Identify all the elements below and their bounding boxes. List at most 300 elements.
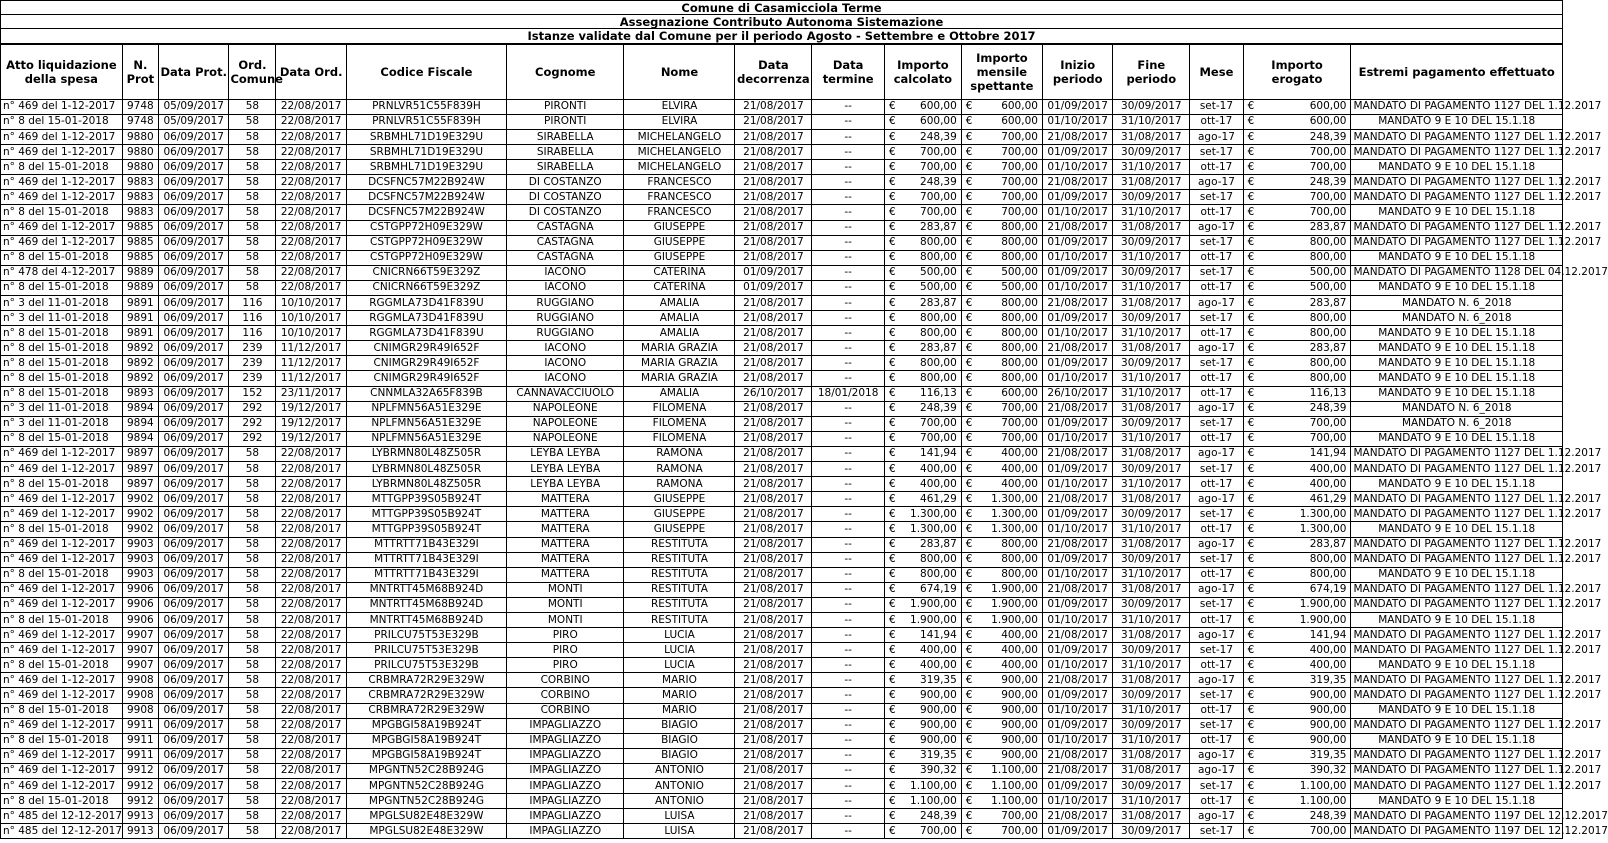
cell-prot[interactable]: 9885 xyxy=(122,250,158,265)
cell-ord-comune[interactable]: 58 xyxy=(229,612,276,627)
table-row[interactable] xyxy=(1,356,1563,371)
cell-prot[interactable]: 9897 xyxy=(122,477,158,492)
cell-importo-mensile[interactable] xyxy=(961,582,1042,597)
cell-prot[interactable]: 9897 xyxy=(122,462,158,477)
cell-importo-erogato[interactable] xyxy=(1243,567,1351,582)
cell-ord-comune[interactable]: 58 xyxy=(229,643,276,658)
cell-cognome[interactable]: IACONO xyxy=(507,280,624,295)
cell-prot[interactable]: 9906 xyxy=(122,612,158,627)
cell-inizio-periodo[interactable]: 21/08/2017 xyxy=(1042,628,1112,643)
cell-data-ord[interactable]: 22/08/2017 xyxy=(276,99,346,114)
cell-fine-periodo[interactable]: 31/08/2017 xyxy=(1113,628,1190,643)
cell-estremi-pagamento[interactable]: MANDATO 9 E 10 DEL 15.1.18 xyxy=(1351,280,1563,295)
cell-estremi-pagamento[interactable]: MANDATO DI PAGAMENTO 1128 DEL 04.12.2017 xyxy=(1351,265,1563,280)
cell-nome[interactable]: BIAGIO xyxy=(624,718,735,733)
cell-prot[interactable]: 9885 xyxy=(122,235,158,250)
cell-data-termine[interactable]: -- xyxy=(812,824,885,839)
cell-estremi-pagamento[interactable]: MANDATO N. 6_2018 xyxy=(1351,311,1563,326)
cell-inizio-periodo[interactable]: 21/08/2017 xyxy=(1042,673,1112,688)
cell-data-decorrenza[interactable]: 21/08/2017 xyxy=(735,703,812,718)
cell-ord-comune[interactable]: 116 xyxy=(229,296,276,311)
cell-ord-comune[interactable]: 58 xyxy=(229,175,276,190)
cell-data-prot[interactable]: 06/09/2017 xyxy=(159,235,229,250)
cell-codice-fiscale[interactable]: MPGBGI58A19B924T xyxy=(346,748,506,763)
cell-data-prot[interactable]: 06/09/2017 xyxy=(159,809,229,824)
cell-data-termine[interactable]: -- xyxy=(812,356,885,371)
cell-mese[interactable]: ago-17 xyxy=(1190,763,1243,778)
cell-fine-periodo[interactable]: 31/10/2017 xyxy=(1113,431,1190,446)
cell-codice-fiscale[interactable]: CNICRN66T59E329Z xyxy=(346,265,506,280)
cell-ord-comune[interactable]: 239 xyxy=(229,371,276,386)
cell-codice-fiscale[interactable]: MTTGPP39S05B924T xyxy=(346,507,506,522)
cell-estremi-pagamento[interactable]: MANDATO DI PAGAMENTO 1127 DEL 1.12.2017 xyxy=(1351,492,1563,507)
cell-fine-periodo[interactable]: 31/08/2017 xyxy=(1113,809,1190,824)
cell-data-ord[interactable]: 10/10/2017 xyxy=(276,326,346,341)
cell-cognome[interactable]: CORBINO xyxy=(507,688,624,703)
cell-inizio-periodo[interactable]: 01/09/2017 xyxy=(1042,597,1112,612)
cell-data-ord[interactable]: 22/08/2017 xyxy=(276,477,346,492)
cell-importo-mensile[interactable] xyxy=(961,371,1042,386)
cell-data-termine[interactable]: -- xyxy=(812,763,885,778)
cell-nome[interactable]: AMALIA xyxy=(624,311,735,326)
cell-data-termine[interactable]: -- xyxy=(812,703,885,718)
cell-nome[interactable]: LUISA xyxy=(624,824,735,839)
cell-importo-calcolato[interactable] xyxy=(884,612,961,627)
cell-importo-erogato[interactable] xyxy=(1243,371,1351,386)
cell-data-decorrenza[interactable]: 21/08/2017 xyxy=(735,673,812,688)
cell-inizio-periodo[interactable]: 21/08/2017 xyxy=(1042,175,1112,190)
cell-cognome[interactable]: DI COSTANZO xyxy=(507,190,624,205)
cell-importo-erogato[interactable] xyxy=(1243,265,1351,280)
cell-nome[interactable]: RESTITUTA xyxy=(624,552,735,567)
col-header-estremi-pagamento[interactable]: Estremi pagamento effettuato xyxy=(1351,44,1563,99)
cell-data-decorrenza[interactable]: 21/08/2017 xyxy=(735,326,812,341)
cell-mese[interactable]: ott-17 xyxy=(1190,794,1243,809)
cell-importo-erogato[interactable] xyxy=(1243,522,1351,537)
cell-mese[interactable]: set-17 xyxy=(1190,190,1243,205)
cell-nome[interactable]: BIAGIO xyxy=(624,748,735,763)
table-row[interactable] xyxy=(1,552,1563,567)
cell-codice-fiscale[interactable]: NPLFMN56A51E329E xyxy=(346,431,506,446)
table-row[interactable] xyxy=(1,477,1563,492)
cell-prot[interactable]: 9892 xyxy=(122,341,158,356)
cell-importo-mensile[interactable] xyxy=(961,748,1042,763)
cell-ord-comune[interactable]: 292 xyxy=(229,431,276,446)
cell-importo-mensile[interactable] xyxy=(961,220,1042,235)
cell-importo-calcolato[interactable] xyxy=(884,114,961,129)
cell-importo-calcolato[interactable] xyxy=(884,824,961,839)
cell-importo-mensile[interactable] xyxy=(961,250,1042,265)
col-header-data-decorrenza[interactable]: Data decorrenza xyxy=(735,44,812,99)
table-row[interactable] xyxy=(1,597,1563,612)
cell-ord-comune[interactable]: 58 xyxy=(229,597,276,612)
cell-data-prot[interactable]: 06/09/2017 xyxy=(159,794,229,809)
cell-ord-comune[interactable]: 58 xyxy=(229,522,276,537)
cell-fine-periodo[interactable]: 31/08/2017 xyxy=(1113,537,1190,552)
cell-data-prot[interactable]: 06/09/2017 xyxy=(159,658,229,673)
cell-importo-calcolato[interactable] xyxy=(884,628,961,643)
cell-mese[interactable]: set-17 xyxy=(1190,462,1243,477)
cell-data-prot[interactable]: 06/09/2017 xyxy=(159,205,229,220)
cell-importo-erogato[interactable] xyxy=(1243,401,1351,416)
cell-data-termine[interactable]: -- xyxy=(812,748,885,763)
cell-importo-mensile[interactable] xyxy=(961,507,1042,522)
cell-data-decorrenza[interactable]: 21/08/2017 xyxy=(735,416,812,431)
cell-data-decorrenza[interactable]: 21/08/2017 xyxy=(735,597,812,612)
cell-importo-calcolato[interactable] xyxy=(884,371,961,386)
cell-importo-erogato[interactable] xyxy=(1243,190,1351,205)
cell-importo-mensile[interactable] xyxy=(961,733,1042,748)
cell-data-decorrenza[interactable]: 21/08/2017 xyxy=(735,522,812,537)
cell-estremi-pagamento[interactable]: MANDATO DI PAGAMENTO 1127 DEL 1.12.2017 xyxy=(1351,175,1563,190)
cell-importo-erogato[interactable] xyxy=(1243,477,1351,492)
cell-estremi-pagamento[interactable]: MANDATO 9 E 10 DEL 15.1.18 xyxy=(1351,567,1563,582)
cell-estremi-pagamento[interactable]: MANDATO DI PAGAMENTO 1127 DEL 1.12.2017 xyxy=(1351,462,1563,477)
cell-nome[interactable]: FRANCESCO xyxy=(624,205,735,220)
cell-data-ord[interactable]: 22/08/2017 xyxy=(276,522,346,537)
cell-importo-erogato[interactable] xyxy=(1243,356,1351,371)
cell-ord-comune[interactable]: 58 xyxy=(229,809,276,824)
cell-prot[interactable]: 9894 xyxy=(122,416,158,431)
cell-codice-fiscale[interactable]: MTTGPP39S05B924T xyxy=(346,522,506,537)
cell-atto[interactable]: n° 8 del 15-01-2018 xyxy=(1,431,123,446)
cell-mese[interactable]: set-17 xyxy=(1190,779,1243,794)
cell-nome[interactable]: MARIO xyxy=(624,703,735,718)
cell-data-decorrenza[interactable]: 21/08/2017 xyxy=(735,220,812,235)
cell-atto[interactable]: n° 469 del 1-12-2017 xyxy=(1,763,123,778)
cell-mese[interactable]: ott-17 xyxy=(1190,612,1243,627)
table-row[interactable] xyxy=(1,763,1563,778)
cell-cognome[interactable]: PIRO xyxy=(507,643,624,658)
cell-prot[interactable]: 9891 xyxy=(122,296,158,311)
cell-data-ord[interactable]: 22/08/2017 xyxy=(276,114,346,129)
cell-cognome[interactable]: PIRONTI xyxy=(507,114,624,129)
cell-importo-erogato[interactable] xyxy=(1243,718,1351,733)
table-row[interactable] xyxy=(1,643,1563,658)
cell-data-prot[interactable]: 06/09/2017 xyxy=(159,643,229,658)
cell-data-prot[interactable]: 06/09/2017 xyxy=(159,356,229,371)
cell-mese[interactable]: set-17 xyxy=(1190,552,1243,567)
cell-codice-fiscale[interactable]: MTTRTT71B43E329I xyxy=(346,567,506,582)
cell-cognome[interactable]: LEYBA LEYBA xyxy=(507,446,624,461)
cell-ord-comune[interactable]: 58 xyxy=(229,190,276,205)
cell-inizio-periodo[interactable]: 01/09/2017 xyxy=(1042,99,1112,114)
cell-nome[interactable]: LUCIA xyxy=(624,628,735,643)
cell-codice-fiscale[interactable]: MTTRTT71B43E329I xyxy=(346,537,506,552)
cell-importo-erogato[interactable] xyxy=(1243,220,1351,235)
cell-mese[interactable]: set-17 xyxy=(1190,688,1243,703)
cell-estremi-pagamento[interactable]: MANDATO DI PAGAMENTO 1127 DEL 1.12.2017 xyxy=(1351,748,1563,763)
cell-nome[interactable]: ANTONIO xyxy=(624,779,735,794)
cell-mese[interactable]: set-17 xyxy=(1190,356,1243,371)
cell-importo-calcolato[interactable] xyxy=(884,265,961,280)
cell-estremi-pagamento[interactable]: MANDATO DI PAGAMENTO 1127 DEL 1.12.2017 xyxy=(1351,129,1563,144)
cell-data-ord[interactable]: 22/08/2017 xyxy=(276,582,346,597)
cell-data-prot[interactable]: 06/09/2017 xyxy=(159,462,229,477)
cell-cognome[interactable]: PIRO xyxy=(507,658,624,673)
cell-codice-fiscale[interactable]: RGGMLA73D41F839U xyxy=(346,326,506,341)
cell-importo-calcolato[interactable] xyxy=(884,658,961,673)
cell-mese[interactable]: set-17 xyxy=(1190,265,1243,280)
cell-data-ord[interactable]: 22/08/2017 xyxy=(276,250,346,265)
cell-prot[interactable]: 9912 xyxy=(122,779,158,794)
cell-data-decorrenza[interactable]: 21/08/2017 xyxy=(735,809,812,824)
cell-data-ord[interactable]: 22/08/2017 xyxy=(276,175,346,190)
cell-cognome[interactable]: SIRABELLA xyxy=(507,160,624,175)
cell-cognome[interactable]: PIRO xyxy=(507,628,624,643)
cell-fine-periodo[interactable]: 30/09/2017 xyxy=(1113,145,1190,160)
cell-data-termine[interactable]: -- xyxy=(812,612,885,627)
cell-importo-erogato[interactable] xyxy=(1243,311,1351,326)
cell-importo-mensile[interactable] xyxy=(961,718,1042,733)
table-row[interactable] xyxy=(1,145,1563,160)
cell-nome[interactable]: MARIA GRAZIA xyxy=(624,341,735,356)
cell-importo-erogato[interactable] xyxy=(1243,688,1351,703)
cell-nome[interactable]: MARIA GRAZIA xyxy=(624,356,735,371)
cell-data-termine[interactable]: -- xyxy=(812,129,885,144)
cell-data-prot[interactable]: 06/09/2017 xyxy=(159,220,229,235)
cell-importo-calcolato[interactable] xyxy=(884,129,961,144)
cell-codice-fiscale[interactable]: LYBRMN80L48Z505R xyxy=(346,446,506,461)
cell-estremi-pagamento[interactable]: MANDATO 9 E 10 DEL 15.1.18 xyxy=(1351,477,1563,492)
cell-data-ord[interactable]: 22/08/2017 xyxy=(276,703,346,718)
cell-cognome[interactable]: MATTERA xyxy=(507,552,624,567)
cell-fine-periodo[interactable]: 31/10/2017 xyxy=(1113,733,1190,748)
cell-codice-fiscale[interactable]: CSTGPP72H09E329W xyxy=(346,220,506,235)
cell-nome[interactable]: ANTONIO xyxy=(624,794,735,809)
cell-ord-comune[interactable]: 58 xyxy=(229,748,276,763)
cell-cognome[interactable]: CORBINO xyxy=(507,703,624,718)
col-header-nome[interactable]: Nome xyxy=(624,44,735,99)
cell-importo-erogato[interactable] xyxy=(1243,416,1351,431)
cell-estremi-pagamento[interactable]: MANDATO 9 E 10 DEL 15.1.18 xyxy=(1351,371,1563,386)
table-row[interactable] xyxy=(1,416,1563,431)
cell-cognome[interactable]: NAPOLEONE xyxy=(507,431,624,446)
col-header-importo-calcolato[interactable]: Importo calcolato xyxy=(884,44,961,99)
cell-fine-periodo[interactable]: 31/10/2017 xyxy=(1113,160,1190,175)
cell-atto[interactable]: n° 469 del 1-12-2017 xyxy=(1,190,123,205)
cell-importo-mensile[interactable] xyxy=(961,688,1042,703)
cell-mese[interactable]: ago-17 xyxy=(1190,537,1243,552)
cell-mese[interactable]: ott-17 xyxy=(1190,386,1243,401)
cell-prot[interactable]: 9883 xyxy=(122,175,158,190)
cell-fine-periodo[interactable]: 31/08/2017 xyxy=(1113,341,1190,356)
cell-estremi-pagamento[interactable]: MANDATO DI PAGAMENTO 1127 DEL 1.12.2017 xyxy=(1351,582,1563,597)
cell-importo-mensile[interactable] xyxy=(961,612,1042,627)
cell-data-ord[interactable]: 22/08/2017 xyxy=(276,718,346,733)
cell-prot[interactable]: 9892 xyxy=(122,371,158,386)
cell-codice-fiscale[interactable]: MPGLSU82E48E329W xyxy=(346,809,506,824)
cell-importo-erogato[interactable] xyxy=(1243,824,1351,839)
cell-cognome[interactable]: IACONO xyxy=(507,371,624,386)
cell-importo-mensile[interactable] xyxy=(961,462,1042,477)
cell-mese[interactable]: ago-17 xyxy=(1190,296,1243,311)
cell-ord-comune[interactable]: 58 xyxy=(229,462,276,477)
cell-data-prot[interactable]: 06/09/2017 xyxy=(159,522,229,537)
cell-ord-comune[interactable]: 152 xyxy=(229,386,276,401)
cell-codice-fiscale[interactable]: PRILCU75T53E329B xyxy=(346,628,506,643)
cell-importo-calcolato[interactable] xyxy=(884,190,961,205)
cell-data-termine[interactable]: -- xyxy=(812,643,885,658)
cell-importo-erogato[interactable] xyxy=(1243,597,1351,612)
cell-fine-periodo[interactable]: 31/10/2017 xyxy=(1113,371,1190,386)
cell-estremi-pagamento[interactable]: MANDATO DI PAGAMENTO 1127 DEL 1.12.2017 xyxy=(1351,99,1563,114)
table-row[interactable] xyxy=(1,280,1563,295)
cell-importo-erogato[interactable] xyxy=(1243,129,1351,144)
cell-codice-fiscale[interactable]: MPGBGI58A19B924T xyxy=(346,718,506,733)
cell-fine-periodo[interactable]: 30/09/2017 xyxy=(1113,824,1190,839)
cell-codice-fiscale[interactable]: CSTGPP72H09E329W xyxy=(346,250,506,265)
cell-importo-calcolato[interactable] xyxy=(884,763,961,778)
cell-ord-comune[interactable]: 58 xyxy=(229,688,276,703)
cell-estremi-pagamento[interactable]: MANDATO N. 6_2018 xyxy=(1351,416,1563,431)
cell-data-prot[interactable]: 06/09/2017 xyxy=(159,175,229,190)
cell-data-decorrenza[interactable]: 21/08/2017 xyxy=(735,371,812,386)
cell-mese[interactable]: set-17 xyxy=(1190,416,1243,431)
cell-codice-fiscale[interactable]: MPGBGI58A19B924T xyxy=(346,733,506,748)
cell-estremi-pagamento[interactable]: MANDATO DI PAGAMENTO 1127 DEL 1.12.2017 xyxy=(1351,552,1563,567)
cell-importo-calcolato[interactable] xyxy=(884,462,961,477)
cell-inizio-periodo[interactable]: 21/08/2017 xyxy=(1042,401,1112,416)
cell-nome[interactable]: AMALIA xyxy=(624,386,735,401)
cell-importo-mensile[interactable] xyxy=(961,265,1042,280)
cell-prot[interactable]: 9903 xyxy=(122,567,158,582)
cell-importo-calcolato[interactable] xyxy=(884,296,961,311)
cell-data-decorrenza[interactable]: 21/08/2017 xyxy=(735,401,812,416)
cell-fine-periodo[interactable]: 30/09/2017 xyxy=(1113,552,1190,567)
cell-importo-calcolato[interactable] xyxy=(884,145,961,160)
cell-nome[interactable]: RESTITUTA xyxy=(624,597,735,612)
table-row[interactable] xyxy=(1,220,1563,235)
cell-nome[interactable]: BIAGIO xyxy=(624,733,735,748)
table-row[interactable] xyxy=(1,703,1563,718)
cell-importo-mensile[interactable] xyxy=(961,492,1042,507)
cell-inizio-periodo[interactable]: 21/08/2017 xyxy=(1042,296,1112,311)
cell-cognome[interactable]: RUGGIANO xyxy=(507,326,624,341)
cell-mese[interactable]: ott-17 xyxy=(1190,733,1243,748)
cell-data-prot[interactable]: 06/09/2017 xyxy=(159,612,229,627)
cell-data-decorrenza[interactable]: 21/08/2017 xyxy=(735,748,812,763)
cell-importo-erogato[interactable] xyxy=(1243,462,1351,477)
cell-data-prot[interactable]: 06/09/2017 xyxy=(159,718,229,733)
cell-ord-comune[interactable]: 58 xyxy=(229,114,276,129)
cell-data-ord[interactable]: 10/10/2017 xyxy=(276,296,346,311)
cell-data-ord[interactable]: 19/12/2017 xyxy=(276,431,346,446)
cell-ord-comune[interactable]: 58 xyxy=(229,763,276,778)
cell-importo-erogato[interactable] xyxy=(1243,205,1351,220)
cell-importo-calcolato[interactable] xyxy=(884,235,961,250)
cell-fine-periodo[interactable]: 31/08/2017 xyxy=(1113,582,1190,597)
cell-atto[interactable]: n° 469 del 1-12-2017 xyxy=(1,235,123,250)
cell-atto[interactable]: n° 485 del 12-12-2017 xyxy=(1,809,123,824)
cell-data-prot[interactable]: 06/09/2017 xyxy=(159,280,229,295)
table-row[interactable] xyxy=(1,99,1563,114)
cell-atto[interactable]: n° 469 del 1-12-2017 xyxy=(1,175,123,190)
cell-atto[interactable]: n° 3 del 11-01-2018 xyxy=(1,416,123,431)
cell-importo-mensile[interactable] xyxy=(961,763,1042,778)
cell-cognome[interactable]: MATTERA xyxy=(507,537,624,552)
cell-nome[interactable]: GIUSEPPE xyxy=(624,220,735,235)
cell-data-termine[interactable]: -- xyxy=(812,416,885,431)
cell-data-decorrenza[interactable]: 01/09/2017 xyxy=(735,265,812,280)
cell-data-prot[interactable]: 06/09/2017 xyxy=(159,431,229,446)
cell-atto[interactable]: n° 469 del 1-12-2017 xyxy=(1,628,123,643)
cell-data-decorrenza[interactable]: 21/08/2017 xyxy=(735,114,812,129)
cell-importo-calcolato[interactable] xyxy=(884,326,961,341)
col-header-importo-erogato[interactable]: Importo erogato xyxy=(1243,44,1351,99)
cell-data-decorrenza[interactable]: 21/08/2017 xyxy=(735,205,812,220)
cell-data-termine[interactable]: -- xyxy=(812,446,885,461)
cell-data-decorrenza[interactable]: 21/08/2017 xyxy=(735,492,812,507)
cell-data-decorrenza[interactable]: 21/08/2017 xyxy=(735,190,812,205)
cell-prot[interactable]: 9908 xyxy=(122,673,158,688)
cell-data-decorrenza[interactable]: 21/08/2017 xyxy=(735,718,812,733)
table-row[interactable] xyxy=(1,341,1563,356)
cell-data-prot[interactable]: 06/09/2017 xyxy=(159,265,229,280)
cell-codice-fiscale[interactable]: MPGNTN52C28B924G xyxy=(346,779,506,794)
cell-inizio-periodo[interactable]: 01/10/2017 xyxy=(1042,205,1112,220)
cell-data-prot[interactable]: 06/09/2017 xyxy=(159,145,229,160)
cell-nome[interactable]: ANTONIO xyxy=(624,763,735,778)
cell-mese[interactable]: ott-17 xyxy=(1190,477,1243,492)
cell-data-termine[interactable]: -- xyxy=(812,688,885,703)
cell-ord-comune[interactable]: 58 xyxy=(229,235,276,250)
cell-prot[interactable]: 9883 xyxy=(122,205,158,220)
cell-data-decorrenza[interactable]: 21/08/2017 xyxy=(735,250,812,265)
cell-importo-mensile[interactable] xyxy=(961,431,1042,446)
cell-cognome[interactable]: IACONO xyxy=(507,265,624,280)
cell-importo-erogato[interactable] xyxy=(1243,748,1351,763)
cell-prot[interactable]: 9891 xyxy=(122,326,158,341)
cell-importo-calcolato[interactable] xyxy=(884,311,961,326)
cell-data-termine[interactable]: -- xyxy=(812,311,885,326)
cell-prot[interactable]: 9891 xyxy=(122,311,158,326)
cell-codice-fiscale[interactable]: NPLFMN56A51E329E xyxy=(346,401,506,416)
cell-mese[interactable]: ago-17 xyxy=(1190,401,1243,416)
cell-data-termine[interactable]: -- xyxy=(812,175,885,190)
cell-fine-periodo[interactable]: 30/09/2017 xyxy=(1113,356,1190,371)
cell-nome[interactable]: MARIA GRAZIA xyxy=(624,371,735,386)
cell-inizio-periodo[interactable]: 01/10/2017 xyxy=(1042,280,1112,295)
cell-inizio-periodo[interactable]: 01/10/2017 xyxy=(1042,477,1112,492)
cell-cognome[interactable]: MATTERA xyxy=(507,507,624,522)
table-row[interactable] xyxy=(1,673,1563,688)
cell-importo-calcolato[interactable] xyxy=(884,446,961,461)
cell-inizio-periodo[interactable]: 01/09/2017 xyxy=(1042,235,1112,250)
cell-nome[interactable]: MICHELANGELO xyxy=(624,160,735,175)
cell-fine-periodo[interactable]: 30/09/2017 xyxy=(1113,507,1190,522)
col-header-prot[interactable]: N. Prot xyxy=(122,44,158,99)
cell-data-ord[interactable]: 23/11/2017 xyxy=(276,386,346,401)
cell-importo-mensile[interactable] xyxy=(961,235,1042,250)
cell-atto[interactable]: n° 469 del 1-12-2017 xyxy=(1,673,123,688)
cell-cognome[interactable]: IMPAGLIAZZO xyxy=(507,824,624,839)
table-row[interactable] xyxy=(1,114,1563,129)
cell-data-decorrenza[interactable]: 21/08/2017 xyxy=(735,507,812,522)
cell-importo-mensile[interactable] xyxy=(961,341,1042,356)
cell-estremi-pagamento[interactable]: MANDATO DI PAGAMENTO 1127 DEL 1.12.2017 xyxy=(1351,763,1563,778)
cell-inizio-periodo[interactable]: 01/09/2017 xyxy=(1042,311,1112,326)
table-row[interactable] xyxy=(1,628,1563,643)
cell-estremi-pagamento[interactable]: MANDATO 9 E 10 DEL 15.1.18 xyxy=(1351,733,1563,748)
cell-prot[interactable]: 9911 xyxy=(122,748,158,763)
cell-importo-calcolato[interactable] xyxy=(884,597,961,612)
cell-cognome[interactable]: IMPAGLIAZZO xyxy=(507,779,624,794)
cell-estremi-pagamento[interactable]: MANDATO DI PAGAMENTO 1127 DEL 1.12.2017 xyxy=(1351,190,1563,205)
cell-cognome[interactable]: MATTERA xyxy=(507,492,624,507)
cell-fine-periodo[interactable]: 31/10/2017 xyxy=(1113,114,1190,129)
cell-atto[interactable]: n° 469 del 1-12-2017 xyxy=(1,99,123,114)
